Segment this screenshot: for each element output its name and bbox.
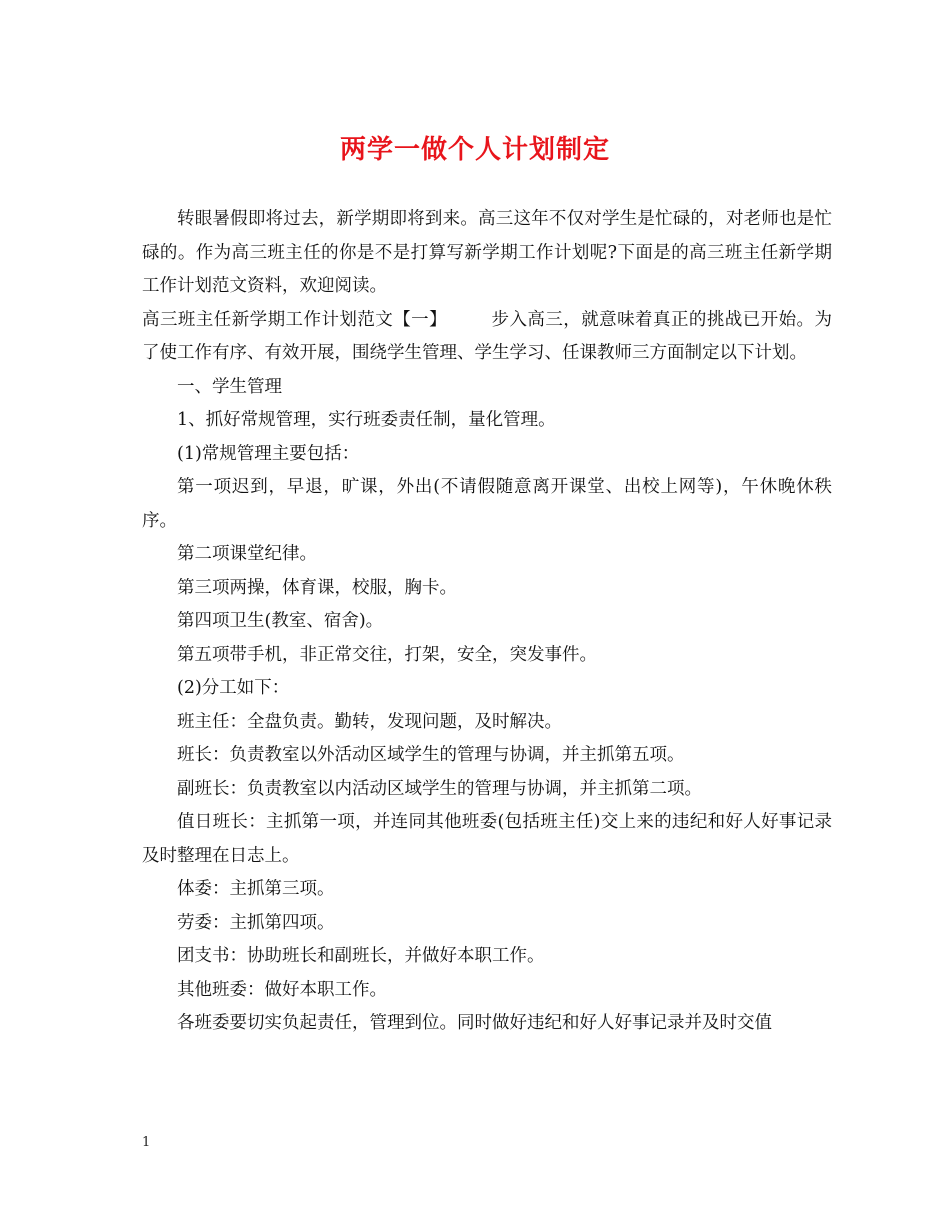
list-item: 体委：主抓第三项。: [177, 879, 335, 899]
document-title: 两学一做个人计划制定: [339, 135, 610, 165]
intro-paragraph: 转眼暑假即将过去，新学期即将到来。高三这年不仅对学生是忙碌的，对老师也是忙碌的。作为高三班主任的你是不是打算写新学期工作计划呢?下面是的高三班主任新学期工作计划范文资料，欢迎阅读。: [142, 209, 832, 296]
list-item: 各班委要切实负起责任，管理到位。同时做好违纪和好人好事记录并及时交值: [177, 1013, 772, 1033]
heading-student-management: 一、学生管理: [177, 376, 282, 397]
section-intro: 步入高三，就意味着真正的挑战已开始。为了使工作有序、有效开展，围绕学生管理、学生学习、任课教师三方面制定以下计划。: [142, 309, 833, 363]
document-body: [142, 203, 832, 1041]
list-item: 1、抓好常规管理，实行班委责任制，量化管理。: [177, 410, 556, 430]
list-item: 第二项课堂纪律。: [177, 544, 317, 564]
list-item: (1)常规管理主要包括：: [177, 443, 360, 464]
list-item: 其他班委：做好本职工作。: [177, 979, 387, 1000]
list-item: 劳委：主抓第四项。: [177, 912, 335, 933]
page-number: 1: [142, 1135, 151, 1150]
section-heading-line: [142, 304, 832, 371]
list-item: 班主任：全盘负责。勤转，发现问题，及时解决。: [177, 711, 562, 732]
list-item: 团支书：协助班长和副班长，并做好本职工作。: [177, 946, 545, 966]
list-item: 值日班长：主抓第一项，并连同其他班委(包括班主任)交上来的违纪和好人好事记录及时整理在日志上。: [142, 812, 832, 866]
list-item: 第五项带手机，非正常交往，打架，安全，突发事件。: [177, 644, 597, 665]
list-item: (2)分工如下：: [177, 678, 290, 698]
list-item: 第三项两操，体育课，校服，胸卡。: [177, 577, 457, 598]
list-item: 第四项卫生(教室、宿舍)。: [177, 611, 384, 631]
list-item: 副班长：负责教室以内活动区域学生的管理与协调，并主抓第二项。: [177, 778, 702, 799]
list-item: 班长：负责教室以外活动区域学生的管理与协调，并主抓第五项。: [177, 745, 685, 765]
section-title: 高三班主任新学期工作计划范文【一】: [142, 309, 448, 330]
list-item: 第一项迟到，早退，旷课，外出(不请假随意离开课堂、出校上网等)，午休晚休秩序。: [142, 477, 832, 531]
